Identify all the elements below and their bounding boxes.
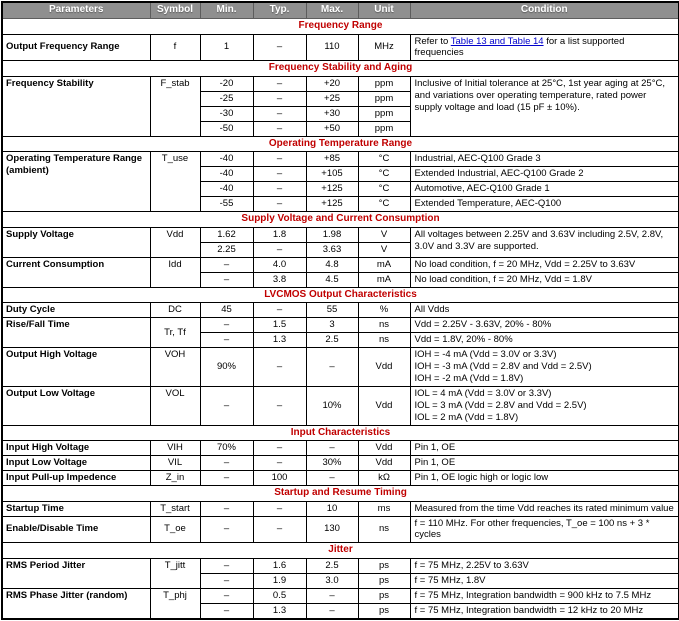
typ-cell: –	[253, 516, 306, 543]
condition-cell: f = 75 MHz, 1.8V	[410, 573, 679, 588]
typ-cell: 1.3	[253, 603, 306, 619]
min-cell: –	[200, 471, 253, 486]
condition-line: IOH = -3 mA (Vdd = 2.8V and Vdd = 2.5V)	[414, 361, 592, 373]
max-cell: –	[306, 588, 358, 603]
typ-cell: 3.8	[253, 272, 306, 287]
table-row	[2, 76, 679, 91]
unit-cell: ppm	[358, 76, 410, 91]
condition-cell: Industrial, AEC-Q100 Grade 3	[410, 152, 679, 167]
typ-cell: –	[253, 152, 306, 167]
max-cell: 3.0	[306, 573, 358, 588]
header-row	[2, 2, 679, 19]
symbol-cell: Tr, Tf	[150, 318, 200, 348]
unit-cell: ps	[358, 588, 410, 603]
max-cell: –	[306, 348, 358, 387]
max-cell: 2.5	[306, 333, 358, 348]
unit-cell: ppm	[358, 91, 410, 106]
param-cell: Output Frequency Range	[2, 34, 150, 61]
typ-cell: –	[253, 456, 306, 471]
typ-cell: –	[253, 121, 306, 136]
condition-line: IOL = 2 mA (Vdd = 1.8V)	[414, 411, 519, 423]
condition-cell: All voltages between 2.25V and 3.63V including 2.5V, 2.8V, 3.0V and 3.3V are supported.	[410, 227, 679, 257]
typ-cell: –	[253, 386, 306, 425]
param-cell: Startup Time	[2, 501, 150, 516]
min-cell: -50	[200, 121, 253, 136]
unit-cell: °C	[358, 167, 410, 182]
condition-cell: f = 75 MHz, Integration bandwidth = 900 kHz to 7.5 MHz	[410, 588, 679, 603]
max-cell: +30	[306, 106, 358, 121]
typ-cell: 1.9	[253, 573, 306, 588]
table-row	[2, 501, 679, 516]
min-cell: 1	[200, 34, 253, 61]
section-row-lvcmos	[2, 287, 679, 303]
unit-cell: mA	[358, 272, 410, 287]
min-cell: –	[200, 573, 253, 588]
max-cell: –	[306, 441, 358, 456]
symbol-cell: Vdd	[150, 227, 200, 257]
min-cell: –	[200, 501, 253, 516]
unit-cell: ns	[358, 333, 410, 348]
symbol-cell: Idd	[150, 257, 200, 287]
condition-cell: Extended Temperature, AEC-Q100	[410, 197, 679, 212]
unit-cell: °C	[358, 182, 410, 197]
symbol-cell: T_start	[150, 501, 200, 516]
max-cell: 4.5	[306, 272, 358, 287]
unit-cell: °C	[358, 152, 410, 167]
typ-cell: –	[253, 348, 306, 387]
unit-cell: ps	[358, 558, 410, 573]
condition-cell: Pin 1, OE	[410, 456, 679, 471]
min-cell: –	[200, 333, 253, 348]
max-cell: 55	[306, 303, 358, 318]
max-cell: 3	[306, 318, 358, 333]
section-row-stability	[2, 61, 679, 77]
typ-cell: –	[253, 106, 306, 121]
electrical-spec-table	[1, 1, 679, 620]
table-row	[2, 257, 679, 272]
symbol-cell: T_use	[150, 152, 200, 212]
section-title: Frequency Stability and Aging	[2, 61, 679, 77]
condition-cell: Measured from the time Vdd reaches its rated minimum value	[410, 501, 679, 516]
symbol-cell: T_oe	[150, 516, 200, 543]
table-row	[2, 152, 679, 167]
max-cell: 2.5	[306, 558, 358, 573]
min-cell: –	[200, 588, 253, 603]
col-header-min: Min.	[200, 2, 253, 19]
min-cell: –	[200, 257, 253, 272]
typ-cell: –	[253, 182, 306, 197]
condition-cell: Vdd = 1.8V, 20% - 80%	[410, 333, 679, 348]
symbol-cell: T_phj	[150, 588, 200, 619]
table-row	[2, 588, 679, 603]
min-cell: 1.62	[200, 227, 253, 242]
col-header-symbol: Symbol	[150, 2, 200, 19]
table-row	[2, 386, 679, 425]
unit-cell: ps	[358, 603, 410, 619]
max-cell: 3.63	[306, 242, 358, 257]
table-row	[2, 318, 679, 333]
condition-cell: f = 75 MHz, Integration bandwidth = 12 kHz to 20 MHz	[410, 603, 679, 619]
min-cell: –	[200, 272, 253, 287]
section-row-startup	[2, 486, 679, 502]
section-row-temperature	[2, 136, 679, 152]
typ-cell: –	[253, 76, 306, 91]
unit-cell: kΩ	[358, 471, 410, 486]
typ-cell: 100	[253, 471, 306, 486]
min-cell: –	[200, 558, 253, 573]
max-cell: +25	[306, 91, 358, 106]
table-row	[2, 441, 679, 456]
max-cell: 10%	[306, 386, 358, 425]
table-row	[2, 34, 679, 61]
unit-cell: Vdd	[358, 441, 410, 456]
condition-text: Refer to	[414, 35, 451, 47]
min-cell: -40	[200, 152, 253, 167]
unit-cell: ppm	[358, 121, 410, 136]
condition-line: IOL = 4 mA (Vdd = 3.0V or 3.3V)	[414, 387, 552, 399]
unit-cell: mA	[358, 257, 410, 272]
typ-cell: –	[253, 167, 306, 182]
min-cell: 70%	[200, 441, 253, 456]
param-cell: Current Consumption	[2, 257, 150, 287]
param-cell: RMS Period Jitter	[2, 558, 150, 588]
section-row-jitter	[2, 543, 679, 559]
table-row	[2, 303, 679, 318]
max-cell: +20	[306, 76, 358, 91]
unit-cell: Vdd	[358, 386, 410, 425]
max-cell: 1.98	[306, 227, 358, 242]
unit-cell: MHz	[358, 34, 410, 61]
condition-line: IOL = 3 mA (Vdd = 2.8V and Vdd = 2.5V)	[414, 399, 587, 411]
unit-cell: ns	[358, 516, 410, 543]
section-title: Supply Voltage and Current Consumption	[2, 212, 679, 228]
condition-cell: Extended Industrial, AEC-Q100 Grade 2	[410, 167, 679, 182]
unit-cell: %	[358, 303, 410, 318]
symbol-cell: VIH	[150, 441, 200, 456]
condition-line: IOH = -4 mA (Vdd = 3.0V or 3.3V)	[414, 349, 557, 361]
condition-cell: All Vdds	[410, 303, 679, 318]
max-cell: –	[306, 603, 358, 619]
symbol-cell: VOL	[150, 386, 200, 425]
symbol-cell: DC	[150, 303, 200, 318]
max-cell: +125	[306, 182, 358, 197]
typ-cell: –	[253, 91, 306, 106]
typ-cell: 1.8	[253, 227, 306, 242]
condition-cell: Vdd = 2.25V - 3.63V, 20% - 80%	[410, 318, 679, 333]
typ-cell: 1.3	[253, 333, 306, 348]
min-cell: -40	[200, 167, 253, 182]
param-cell: Enable/Disable Time	[2, 516, 150, 543]
max-cell: 130	[306, 516, 358, 543]
typ-cell: –	[253, 303, 306, 318]
unit-cell: Vdd	[358, 456, 410, 471]
condition-cell: No load condition, f = 20 MHz, Vdd = 1.8V	[410, 272, 679, 287]
condition-cell: f = 110 MHz. For other frequencies, T_oe = 100 ns + 3 * cycles	[410, 516, 679, 543]
typ-cell: 0.5	[253, 588, 306, 603]
max-cell: –	[306, 471, 358, 486]
param-cell: Input High Voltage	[2, 441, 150, 456]
table-13-14-link[interactable]: Table 13 and Table 14	[450, 35, 544, 47]
col-header-unit: Unit	[358, 2, 410, 19]
table-row	[2, 471, 679, 486]
table-row	[2, 456, 679, 471]
unit-cell: ppm	[358, 106, 410, 121]
col-header-condition: Condition	[410, 2, 679, 19]
max-cell: +50	[306, 121, 358, 136]
section-title: Jitter	[2, 543, 679, 559]
symbol-cell: f	[150, 34, 200, 61]
table-row	[2, 516, 679, 543]
max-cell: 30%	[306, 456, 358, 471]
symbol-cell: VIL	[150, 456, 200, 471]
typ-cell: –	[253, 242, 306, 257]
section-title: Operating Temperature Range	[2, 136, 679, 152]
typ-cell: 4.0	[253, 257, 306, 272]
min-cell: –	[200, 603, 253, 619]
symbol-cell: Z_in	[150, 471, 200, 486]
min-cell: 45	[200, 303, 253, 318]
min-cell: –	[200, 456, 253, 471]
param-cell: Operating Temperature Range (ambient)	[2, 152, 150, 212]
condition-text: for a list supported frequencies	[414, 35, 625, 59]
min-cell: –	[200, 386, 253, 425]
param-cell: RMS Phase Jitter (random)	[2, 588, 150, 619]
section-row-supply	[2, 212, 679, 228]
min-cell: -55	[200, 197, 253, 212]
param-cell: Duty Cycle	[2, 303, 150, 318]
condition-cell: No load condition, f = 20 MHz, Vdd = 2.25V to 3.63V	[410, 257, 679, 272]
unit-cell: ms	[358, 501, 410, 516]
section-title: LVCMOS Output Characteristics	[2, 287, 679, 303]
typ-cell: 1.5	[253, 318, 306, 333]
condition-cell: Pin 1, OE	[410, 441, 679, 456]
unit-cell: V	[358, 227, 410, 242]
min-cell: –	[200, 516, 253, 543]
max-cell: +105	[306, 167, 358, 182]
section-row-frequency-range	[2, 19, 679, 35]
section-row-input	[2, 425, 679, 441]
max-cell: 110	[306, 34, 358, 61]
symbol-cell: VOH	[150, 348, 200, 387]
table-row	[2, 558, 679, 573]
param-cell: Frequency Stability	[2, 76, 150, 136]
min-cell: -40	[200, 182, 253, 197]
col-header-max: Max.	[306, 2, 358, 19]
condition-cell	[410, 386, 679, 425]
typ-cell: 1.6	[253, 558, 306, 573]
min-cell: -30	[200, 106, 253, 121]
unit-cell: °C	[358, 197, 410, 212]
unit-cell: Vdd	[358, 348, 410, 387]
min-cell: -20	[200, 76, 253, 91]
condition-cell	[410, 34, 679, 61]
unit-cell: ps	[358, 573, 410, 588]
max-cell: 10	[306, 501, 358, 516]
section-title: Startup and Resume Timing	[2, 486, 679, 502]
section-title: Frequency Range	[2, 19, 679, 35]
col-header-parameters: Parameters	[2, 2, 150, 19]
typ-cell: –	[253, 34, 306, 61]
param-cell: Output Low Voltage	[2, 386, 150, 425]
condition-cell	[410, 348, 679, 387]
condition-cell: Inclusive of Initial tolerance at 25°C, 1st year aging at 25°C, and variations over operating temperature, rated power supply voltage and load (15 pF ± 10%).	[410, 76, 679, 136]
param-cell: Output High Voltage	[2, 348, 150, 387]
param-cell: Supply Voltage	[2, 227, 150, 257]
unit-cell: ns	[358, 318, 410, 333]
max-cell: +125	[306, 197, 358, 212]
condition-line: IOH = -2 mA (Vdd = 1.8V)	[414, 373, 524, 384]
max-cell: +85	[306, 152, 358, 167]
table-row	[2, 348, 679, 387]
col-header-typ: Typ.	[253, 2, 306, 19]
min-cell: 2.25	[200, 242, 253, 257]
min-cell: -25	[200, 91, 253, 106]
condition-cell: Automotive, AEC-Q100 Grade 1	[410, 182, 679, 197]
section-title: Input Characteristics	[2, 425, 679, 441]
max-cell: 4.8	[306, 257, 358, 272]
min-cell: –	[200, 318, 253, 333]
unit-cell: V	[358, 242, 410, 257]
typ-cell: –	[253, 501, 306, 516]
param-cell: Input Low Voltage	[2, 456, 150, 471]
typ-cell: –	[253, 197, 306, 212]
condition-cell: Pin 1, OE logic high or logic low	[410, 471, 679, 486]
param-cell: Rise/Fall Time	[2, 318, 150, 348]
symbol-cell: T_jitt	[150, 558, 200, 588]
param-cell: Input Pull-up Impedence	[2, 471, 150, 486]
symbol-cell: F_stab	[150, 76, 200, 136]
min-cell: 90%	[200, 348, 253, 387]
table-row	[2, 227, 679, 242]
typ-cell: –	[253, 441, 306, 456]
condition-cell: f = 75 MHz, 2.25V to 3.63V	[410, 558, 679, 573]
